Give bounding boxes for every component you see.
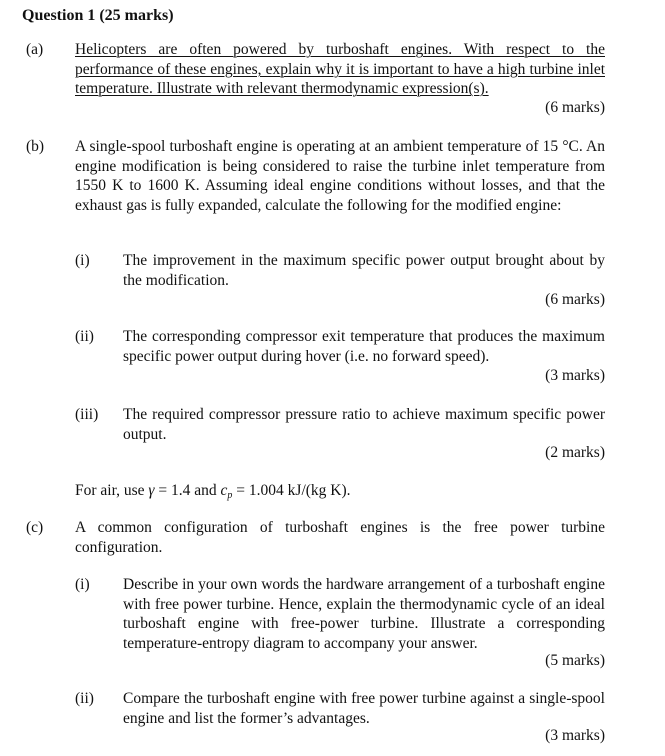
part-b-iii-marks: (2 marks) [545, 444, 605, 461]
gamma-value: = 1.4 and [154, 482, 221, 499]
air-properties-note [75, 481, 351, 501]
part-b-i-text: The improvement in the maximum specific power output brought about by the modification. [123, 252, 605, 289]
part-c-ii-marks: (3 marks) [545, 727, 605, 744]
question-title: Question 1 (25 marks) [22, 7, 174, 24]
part-c-label: (c) [26, 519, 44, 536]
part-a-marks: (6 marks) [545, 99, 605, 116]
part-c-i-label: (i) [75, 576, 90, 593]
cp-symbol: c [220, 482, 228, 499]
part-c-ii-text: Compare the turboshaft engine with free power turbine against a single-spool engine and list the former’s advantages. [123, 690, 605, 727]
part-b-label: (b) [26, 138, 45, 155]
part-b-iii-text: The required compressor pressure ratio to achieve maximum specific power output. [123, 406, 605, 443]
gamma-symbol: γ [148, 482, 155, 499]
air-note-prefix: For air, use [75, 482, 149, 499]
part-a-label: (a) [26, 41, 44, 58]
part-b-ii-text: The corresponding compressor exit temperature that produces the maximum specific power output during hover (i.e. no forward speed). [123, 328, 605, 365]
part-b-i-marks: (6 marks) [545, 291, 605, 308]
part-c-ii-label: (ii) [75, 690, 94, 707]
part-b-i-label: (i) [75, 252, 90, 269]
part-b-iii-label: (iii) [75, 406, 99, 423]
part-c-text: A common configuration of turboshaft engines is the free power turbine configuration. [75, 519, 605, 556]
part-b-ii-marks: (3 marks) [545, 367, 605, 384]
part-c-i-text: Describe in your own words the hardware arrangement of a turboshaft engine with free power turbine. Hence, explain the thermodynamic cycle of an ideal turboshaft engine with free-power turbine. Illustrate a corresponding temperature-entropy diagram to accompany your answer. [123, 576, 605, 652]
cp-subscript: p [227, 490, 233, 501]
part-a-text: Helicopters are often powered by turboshaft engines. With respect to the performance of these engines, explain why it is important to have a high turbine inlet temperature. Illustrate with relevant thermodynamic expression(s). [75, 41, 605, 97]
part-b-ii-label: (ii) [75, 328, 94, 345]
part-c-i-marks: (5 marks) [545, 652, 605, 669]
part-b-text: A single-spool turboshaft engine is operating at an ambient temperature of 15 °C. An engine modification is being considered to raise the turbine inlet temperature from 1550 K to 1600 K. Assuming ideal engine conditions without losses, and that the exhaust gas is fully expanded, calculate the following for the modified engine: [75, 138, 605, 214]
cp-value: = 1.004 kJ/(kg K). [232, 482, 351, 499]
